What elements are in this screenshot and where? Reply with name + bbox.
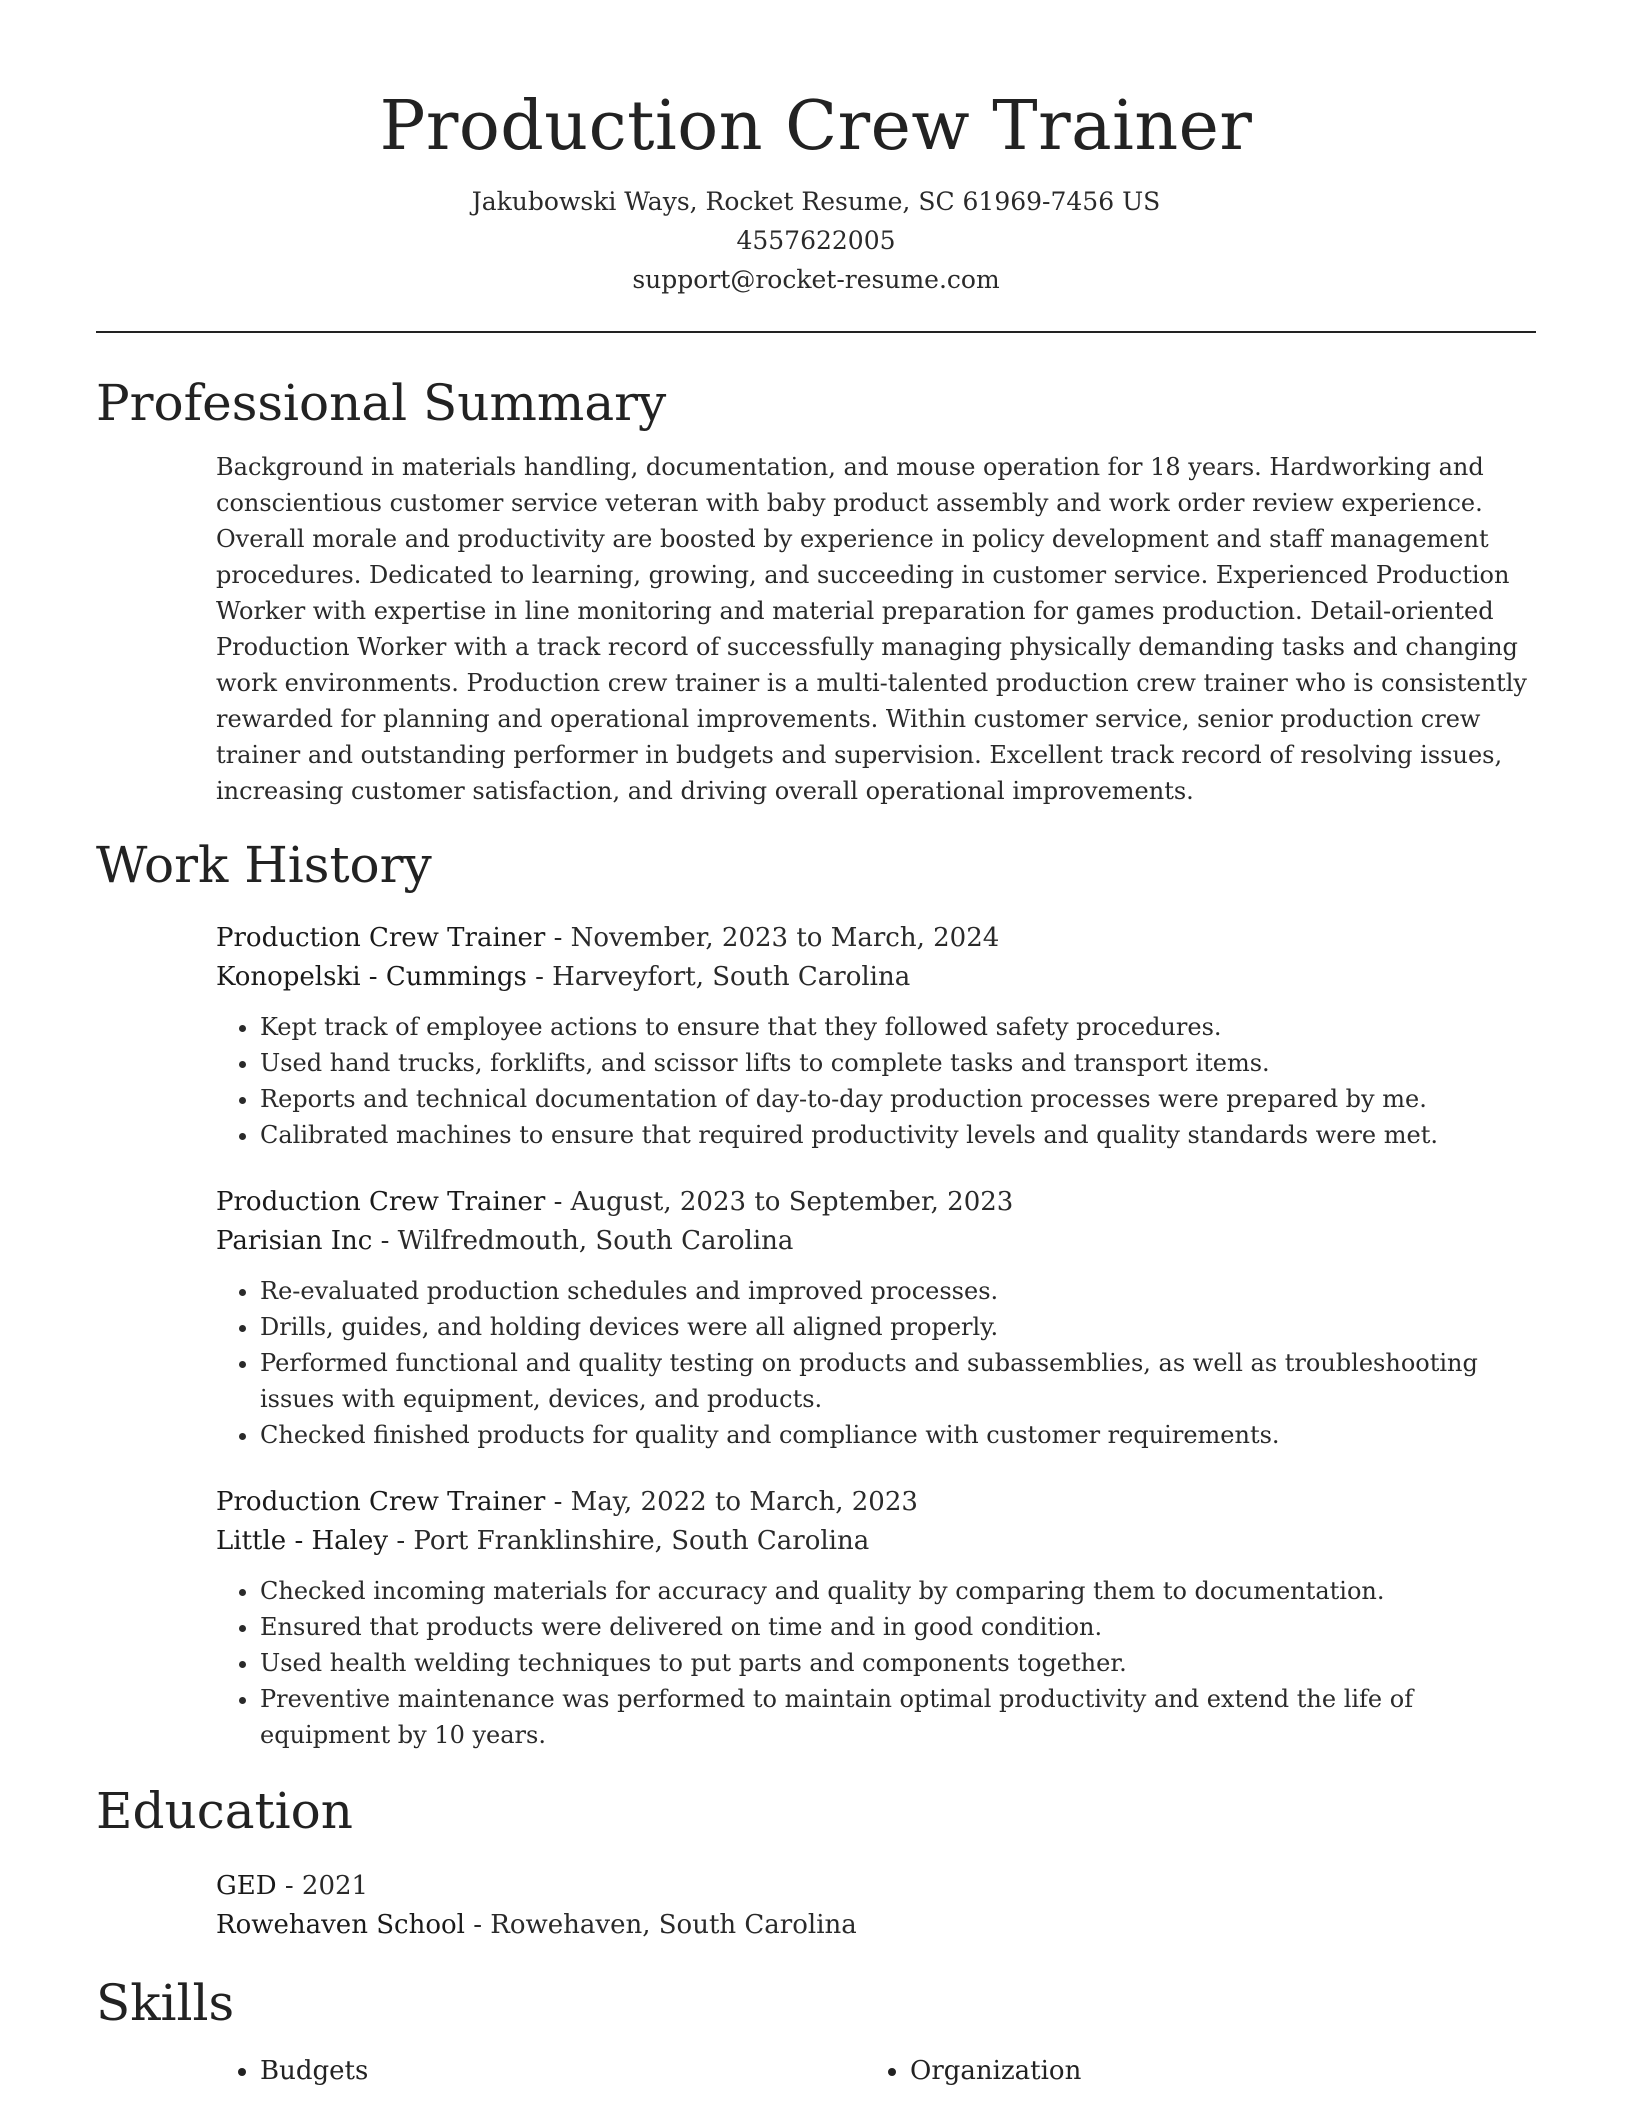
header-divider xyxy=(96,331,1536,333)
job-dates: - November, 2023 to March, 2024 xyxy=(545,923,1000,953)
education-degree: GED xyxy=(216,1871,277,1901)
job-bullet: • Checked incoming materials for accuracy and quality by comparing them to documentation. xyxy=(260,1573,1536,1609)
section-title-skills: Skills xyxy=(96,1974,235,2032)
job-role: Production Crew Trainer xyxy=(216,1187,546,1217)
job-company: Little - Haley xyxy=(216,1526,389,1556)
job-role: Production Crew Trainer xyxy=(216,1487,546,1517)
job-company-line xyxy=(216,1522,1536,1561)
resume-name: Production Crew Trainer xyxy=(379,87,1253,166)
job-title-line xyxy=(216,1183,1536,1222)
job-role: Production Crew Trainer xyxy=(216,923,546,953)
resume-header xyxy=(96,0,1536,299)
job-title-line xyxy=(216,1483,1536,1522)
job-bullet: • Preventive maintenance was performed to maintain optimal productivity and extend the life of equipment by 10 years. xyxy=(260,1681,1536,1753)
job-bullet: • Reports and technical documentation of day-to-day production processes were prepared by me. xyxy=(260,1081,1536,1117)
resume-page xyxy=(96,0,1536,2089)
skills-section xyxy=(216,2053,1536,2089)
summary-text: Background in materials handling, documentation, and mouse operation for 18 years. Hardworking and conscientious customer service veteran with baby product assembly and work order review experience. Overall morale and productivity are boosted by experience in policy development and staff management procedures. Dedicated to learning, growing, and succeeding in customer service. Experienced Production Worker with expertise in line monitoring and material preparation for games production. Detail-oriented Production Worker with a track record of successfully managing physically demanding tasks and changing work environments. Production crew trainer is a multi-talented production crew trainer who is consistently rewarded for planning and operational improvements. Within customer service, senior production crew trainer and outstanding performer in budgets and supervision. Excellent track record of resolving issues, increasing customer satisfaction, and driving overall operational improvements. xyxy=(216,453,1527,805)
job-bullets xyxy=(216,1273,1536,1453)
job-bullet: • Calibrated machines to ensure that required productivity levels and quality standards were met. xyxy=(260,1117,1536,1153)
section-title-education: Education xyxy=(96,1782,353,1840)
contact-email: support@rocket-resume.com xyxy=(632,265,1000,294)
job-company-line xyxy=(216,1222,1536,1261)
contact-phone: 4557622005 xyxy=(736,226,896,255)
section-title-work-history: Work History xyxy=(96,836,432,894)
job-bullet: • Re-evaluated production schedules and improved processes. xyxy=(260,1273,1536,1309)
job-bullets xyxy=(216,1573,1536,1753)
education-year: - 2021 xyxy=(276,1871,369,1901)
job-bullet: • Checked finished products for quality and compliance with customer requirements. xyxy=(260,1417,1536,1453)
job-bullet: • Drills, guides, and holding devices were all aligned properly. xyxy=(260,1309,1536,1345)
education-section xyxy=(216,1867,1536,1945)
contact-address: Jakubowski Ways, Rocket Resume, SC 61969-7456 US xyxy=(471,187,1161,216)
job-bullets xyxy=(216,1009,1536,1153)
job-title-line xyxy=(216,919,1536,958)
job-bullet: • Performed functional and quality testing on products and subassemblies, as well as troubleshooting issues with equipment, devices, and products. xyxy=(260,1345,1536,1417)
job-dates: - August, 2023 to September, 2023 xyxy=(545,1187,1014,1217)
education-location: - Rowehaven, South Carolina xyxy=(464,1910,857,1940)
job-entry xyxy=(216,1483,1536,1753)
contact-info xyxy=(96,182,1536,299)
job-location: - Harveyfort, South Carolina xyxy=(526,962,911,992)
job-entry xyxy=(216,919,1536,1153)
education-degree-line xyxy=(216,1867,1536,1906)
job-dates: - May, 2022 to March, 2023 xyxy=(545,1487,918,1517)
education-school: Rowehaven School xyxy=(216,1910,465,1940)
work-history-section xyxy=(216,919,1536,1753)
job-location: - Port Franklinshire, South Carolina xyxy=(388,1526,870,1556)
education-school-line xyxy=(216,1906,1536,1945)
skills-list-left xyxy=(216,2053,866,2089)
job-bullet: • Used health welding techniques to put parts and components together. xyxy=(260,1645,1536,1681)
summary-section xyxy=(216,449,1536,809)
job-bullet: • Ensured that products were delivered on time and in good condition. xyxy=(260,1609,1536,1645)
job-bullet: • Used hand trucks, forklifts, and scissor lifts to complete tasks and transport items. xyxy=(260,1045,1536,1081)
job-bullet: • Kept track of employee actions to ensure that they followed safety procedures. xyxy=(260,1009,1536,1045)
skills-list-right xyxy=(866,2053,1516,2089)
job-entry xyxy=(216,1183,1536,1453)
skill-item: • Organization xyxy=(910,2053,1516,2089)
job-company-line xyxy=(216,958,1536,997)
section-title-summary: Professional Summary xyxy=(96,374,667,432)
skill-item: • Budgets xyxy=(260,2053,866,2089)
job-location: - Wilfredmouth, South Carolina xyxy=(372,1226,794,1256)
job-company: Konopelski - Cummings xyxy=(216,962,527,992)
job-company: Parisian Inc xyxy=(216,1226,373,1256)
